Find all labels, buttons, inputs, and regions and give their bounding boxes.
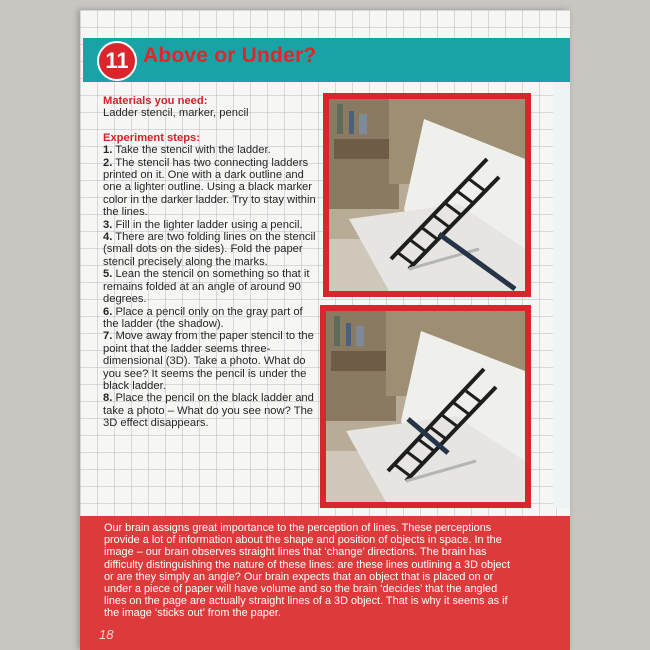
step-text: Move away from the paper stencil to the point that the ladder seems three-dimensional (3D). Take a photo. What do you see? It seems the pencil is under the black ladder.	[103, 330, 314, 392]
materials-text: Ladder stencil, marker, pencil	[103, 107, 249, 120]
photo-top-frame	[323, 93, 531, 297]
step-number: 7.	[103, 330, 113, 343]
step-number: 3.	[103, 218, 113, 231]
explanation-text: Our brain assigns great importance to the perception of lines. These perceptions provide a lot of information about the shape and position of objects in space. In the image – our brain observes straight lines that ‘change’ directions. The brain has difficulty distinguishing the nature of these lines: are these lines outlining a 3D object or are they simply an angle? Our brain expects that an object that is placed on or under a piece of paper will have volume and so the brain ‘decides’ that the angled lines on the page are actually straight lines of a 3D object. That is why it seems as if the image ‘sticks out’ from the paper.	[104, 522, 511, 620]
step-number: 8.	[103, 392, 113, 405]
page-title: Above or Under?	[143, 44, 317, 67]
photo-bottom-frame	[320, 305, 531, 508]
steps-heading: Experiment steps:	[103, 131, 200, 144]
step-text: Take the stencil with the ladder.	[115, 144, 271, 157]
photo-bottom-illustration	[326, 311, 525, 502]
next-page-edge	[553, 38, 570, 508]
step-text: There are two folding lines on the stencil (small dots on the sides). Fold the paper stencil precisely along the marks.	[103, 231, 316, 268]
step-number: 2.	[103, 156, 113, 169]
photo-pencil-under-ladder	[329, 99, 525, 291]
step-item	[103, 219, 317, 231]
step-text: Lean the stencil on something so that it remains folded at an angle of around 90 degrees.	[103, 268, 310, 306]
step-item	[103, 157, 317, 219]
experiment-number-badge: 11	[97, 41, 137, 81]
step-number: 1.	[103, 144, 113, 157]
materials-heading: Materials you need:	[103, 95, 208, 107]
next-page-teal-edge	[553, 38, 570, 82]
step-item	[103, 306, 317, 331]
step-item	[103, 144, 317, 156]
step-item	[103, 392, 317, 429]
instructions-column	[103, 95, 317, 430]
photo-pencil-on-ladder	[326, 311, 525, 502]
step-text: Place a pencil only on the gray part of the ladder (the shadow).	[103, 305, 303, 330]
step-text: The stencil has two connecting ladders printed on it. One with a dark outline and one a lighter outline. Using a black marker color in the darker ladder. Try to stay within the lines.	[103, 156, 316, 219]
step-text: Place the pencil on the black ladder and take a photo – What do you see now? The 3D effect disappears.	[103, 392, 314, 430]
step-number: 4.	[103, 231, 113, 244]
page-number: 18	[99, 627, 114, 642]
step-item	[103, 330, 317, 392]
step-item	[103, 268, 317, 305]
photo-top-illustration	[329, 99, 525, 291]
steps-list	[103, 144, 317, 429]
step-item	[103, 231, 317, 268]
step-number: 6.	[103, 305, 113, 318]
step-text: Fill in the lighter ladder using a pencil.	[115, 218, 303, 231]
step-number: 5.	[103, 268, 113, 281]
